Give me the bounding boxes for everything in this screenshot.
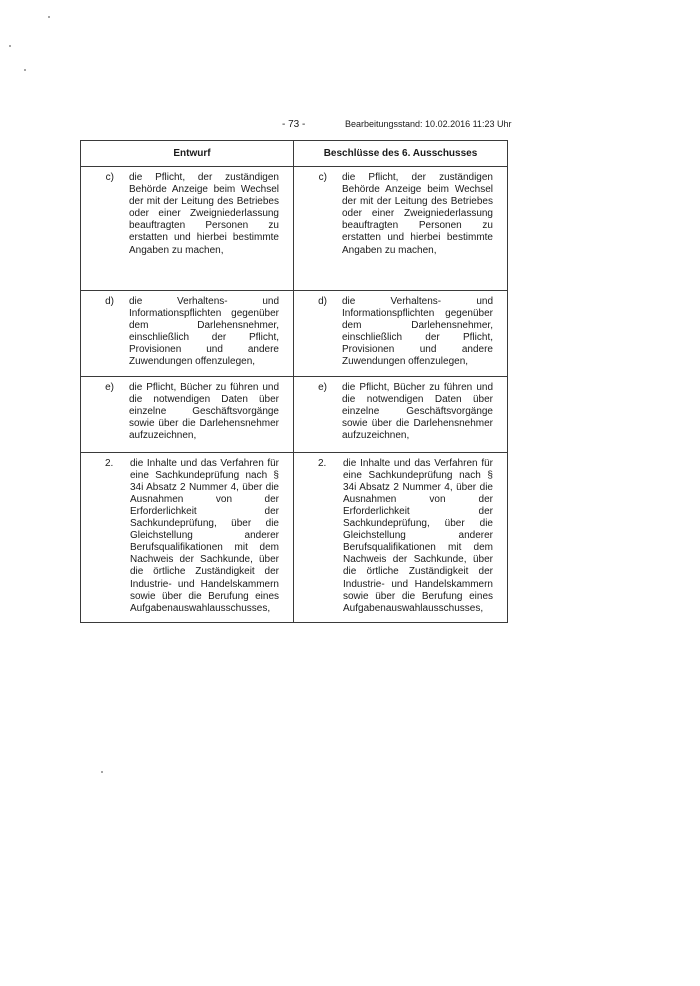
committee-cell: [294, 167, 508, 291]
table-row: [81, 376, 508, 452]
draft-cell: [81, 452, 294, 622]
draft-cell: [81, 167, 294, 291]
column-header-committee: Beschlüsse des 6. Ausschusses: [294, 141, 508, 167]
committee-cell: [294, 452, 508, 622]
page-number: - 73 -: [282, 119, 306, 130]
item-text: die Pflicht, der zuständigen Behörde Anzeige beim Wechsel der mit der Leitung des Betriebes oder einer Zweigniederlassung beauftragten Personen zu erstatten und hierbei bestimmte Angaben zu machen,: [342, 172, 493, 256]
committee-cell: [294, 376, 508, 452]
item-text: die Pflicht, Bücher zu führen und die notwendigen Daten über einzelne Geschäftsvorgänge sowie über die Darlehensnehmer aufzuzeichnen,: [342, 381, 493, 441]
scan-speck: [24, 69, 26, 71]
table-row: [81, 452, 508, 622]
item-marker: 2.: [105, 457, 114, 469]
item-text: die Verhaltens- und Informationspflichten gegenüber dem Darlehensnehmer, einschließlich der Pflicht, Provisionen und andere Zuwendungen offenzulegen,: [129, 296, 279, 368]
scan-speck: [101, 771, 103, 773]
item-marker: e): [318, 381, 327, 393]
item-text: die Inhalte und das Verfahren für eine Sachkundeprüfung nach § 34i Absatz 2 Nummer 4, über die Ausnahmen von der Erforderlichkeit der Sachkundeprüfung, über die Gleichstellung anderer Berufsqualifikationen mit dem Nachweis der Sachkunde, über die örtliche Zuständigkeit der Industrie- und Handelskammern sowie über die Berufung eines Aufgabenauswahlausschusses,: [130, 457, 279, 614]
item-text: die Verhaltens- und Informationspflichten gegenüber dem Darlehensnehmer, einschließlich der Pflicht, Provisionen und andere Zuwendungen offenzulegen,: [342, 296, 493, 368]
comparison-table: [80, 140, 508, 623]
item-text: die Pflicht, der zuständigen Behörde Anzeige beim Wechsel der mit der Leitung des Betriebes oder einer Zweigniederlassung beauftragten Personen zu erstatten und hierbei bestimmte Angaben zu machen,: [129, 172, 279, 256]
table-row: [81, 291, 508, 377]
item-marker: 2.: [318, 457, 327, 469]
table-header-row: [81, 141, 508, 167]
item-marker: c): [105, 172, 114, 183]
item-marker: e): [105, 381, 114, 393]
table-row: [81, 167, 508, 291]
column-header-draft: Entwurf: [81, 141, 294, 167]
item-text: die Inhalte und das Verfahren für eine Sachkundeprüfung nach § 34i Absatz 2 Nummer 4, über die Ausnahmen von der Erforderlichkeit der Sachkundeprüfung, über die Gleichstellung anderer Berufsqualifikationen mit dem Nachweis der Sachkunde, über die örtliche Zuständigkeit der Industrie- und Handelskammern sowie über die Berufung eines Aufgabenauswahlausschusses,: [343, 457, 493, 614]
draft-cell: [81, 291, 294, 377]
item-marker: c): [318, 172, 327, 183]
committee-cell: [294, 291, 508, 377]
processing-status: Bearbeitungsstand: 10.02.2016 11:23 Uhr: [345, 119, 512, 129]
item-marker: d): [318, 296, 327, 307]
scan-speck: [9, 45, 11, 47]
item-text: die Pflicht, Bücher zu führen und die notwendigen Daten über einzelne Geschäftsvorgänge sowie über die Darlehensnehmer aufzuzeichnen,: [129, 381, 279, 441]
scan-speck: [48, 16, 50, 18]
item-marker: d): [105, 296, 114, 307]
draft-cell: [81, 376, 294, 452]
